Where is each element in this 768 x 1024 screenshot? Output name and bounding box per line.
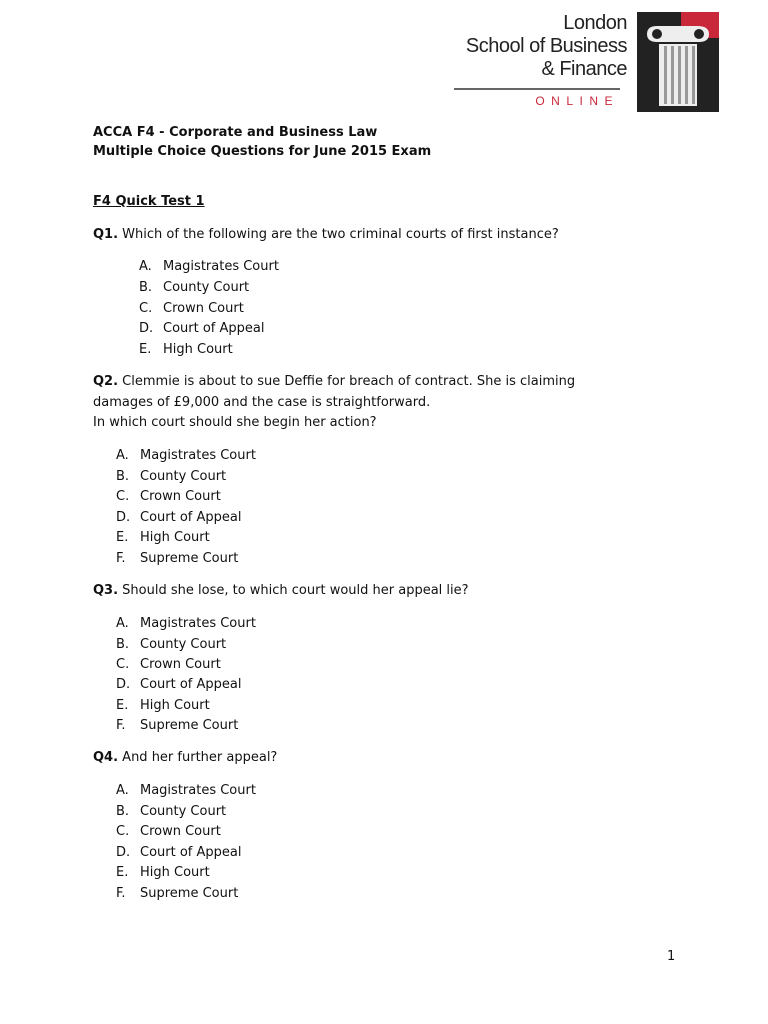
question-number: Q4.: [93, 750, 119, 765]
q1-option-b[interactable]: [139, 280, 249, 295]
option-letter: E.: [116, 530, 129, 545]
option-letter: E.: [116, 865, 129, 880]
q2-option-f[interactable]: [116, 551, 238, 566]
option-text: Court of Appeal: [163, 321, 265, 336]
question-3: [93, 583, 469, 598]
q3-option-f[interactable]: [116, 718, 238, 733]
question-2-line-2: damages of £9,000 and the case is straightforward.: [93, 395, 431, 410]
option-text: Magistrates Court: [140, 448, 256, 463]
q2-option-a[interactable]: [116, 448, 256, 463]
option-letter: D.: [116, 510, 131, 525]
option-text: Magistrates Court: [163, 259, 279, 274]
test-title: F4 Quick Test 1: [93, 194, 205, 209]
option-text: High Court: [140, 865, 210, 880]
option-text: Court of Appeal: [140, 845, 242, 860]
logo-line-3: & Finance: [541, 58, 627, 80]
option-text: Supreme Court: [140, 886, 239, 901]
option-text: County Court: [163, 280, 250, 295]
question-text: Which of the following are the two criminal courts of first instance?: [118, 227, 559, 242]
option-text: Crown Court: [140, 657, 221, 672]
option-letter: F.: [116, 886, 126, 901]
question-number: Q1.: [93, 227, 119, 242]
document-subtitle: Multiple Choice Questions for June 2015 Exam: [93, 144, 432, 159]
q2-option-e[interactable]: [116, 530, 210, 545]
option-text: Crown Court: [140, 489, 221, 504]
q4-option-d[interactable]: [116, 845, 241, 860]
logo-line-2: School of Business: [465, 35, 627, 57]
option-text: County Court: [140, 637, 227, 652]
option-letter: D.: [116, 845, 131, 860]
document-title: ACCA F4 - Corporate and Business Law: [93, 125, 378, 140]
q3-option-d[interactable]: [116, 677, 241, 692]
q3-option-b[interactable]: [116, 637, 226, 652]
option-letter: E.: [139, 342, 152, 357]
option-letter: B.: [116, 804, 130, 819]
option-letter: C.: [116, 657, 130, 672]
logo-wordmark: [455, 12, 627, 81]
option-text: Supreme Court: [140, 718, 239, 733]
question-text: Should she lose, to which court would her appeal lie?: [118, 583, 469, 598]
option-letter: A.: [116, 448, 129, 463]
q4-option-b[interactable]: [116, 804, 226, 819]
q4-option-f[interactable]: [116, 886, 238, 901]
q2-option-d[interactable]: [116, 510, 241, 525]
option-letter: F.: [116, 718, 126, 733]
question-text: Clemmie is about to sue Deffie for breach of contract. She is claiming: [118, 374, 576, 389]
option-letter: B.: [116, 637, 130, 652]
option-text: County Court: [140, 804, 227, 819]
option-text: Supreme Court: [140, 551, 239, 566]
option-letter: C.: [139, 301, 153, 316]
logo-online: ONLINE: [535, 94, 619, 108]
question-4: [93, 750, 277, 765]
option-text: Crown Court: [140, 824, 221, 839]
question-1: [93, 227, 559, 242]
option-text: High Court: [163, 342, 233, 357]
option-letter: D.: [139, 321, 154, 336]
q2-option-b[interactable]: [116, 469, 226, 484]
option-text: County Court: [140, 469, 227, 484]
pillar-logo-icon: [637, 12, 719, 112]
page-number: 1: [667, 949, 676, 964]
question-text: And her further appeal?: [118, 750, 278, 765]
q3-option-a[interactable]: [116, 616, 256, 631]
option-text: Magistrates Court: [140, 616, 256, 631]
option-letter: B.: [139, 280, 153, 295]
q3-option-c[interactable]: [116, 657, 221, 672]
q1-option-e[interactable]: [139, 342, 233, 357]
q1-option-d[interactable]: [139, 321, 264, 336]
question-2-line-3: In which court should she begin her action?: [93, 415, 377, 430]
option-letter: A.: [116, 783, 129, 798]
option-letter: C.: [116, 824, 130, 839]
option-text: Court of Appeal: [140, 510, 242, 525]
q4-option-a[interactable]: [116, 783, 256, 798]
logo-divider: [454, 88, 620, 90]
question-number: Q3.: [93, 583, 119, 598]
q3-option-e[interactable]: [116, 698, 210, 713]
q2-option-c[interactable]: [116, 489, 221, 504]
q4-option-c[interactable]: [116, 824, 221, 839]
option-text: High Court: [140, 698, 210, 713]
option-letter: E.: [116, 698, 129, 713]
option-letter: A.: [139, 259, 152, 274]
option-text: High Court: [140, 530, 210, 545]
question-2: [93, 374, 575, 389]
option-letter: D.: [116, 677, 131, 692]
option-text: Court of Appeal: [140, 677, 242, 692]
option-letter: F.: [116, 551, 126, 566]
option-text: Magistrates Court: [140, 783, 256, 798]
question-number: Q2.: [93, 374, 119, 389]
logo-line-1: London: [563, 12, 627, 34]
q1-option-a[interactable]: [139, 259, 279, 274]
option-letter: A.: [116, 616, 129, 631]
option-letter: C.: [116, 489, 130, 504]
q4-option-e[interactable]: [116, 865, 210, 880]
q1-option-c[interactable]: [139, 301, 244, 316]
option-text: Crown Court: [163, 301, 244, 316]
option-letter: B.: [116, 469, 130, 484]
